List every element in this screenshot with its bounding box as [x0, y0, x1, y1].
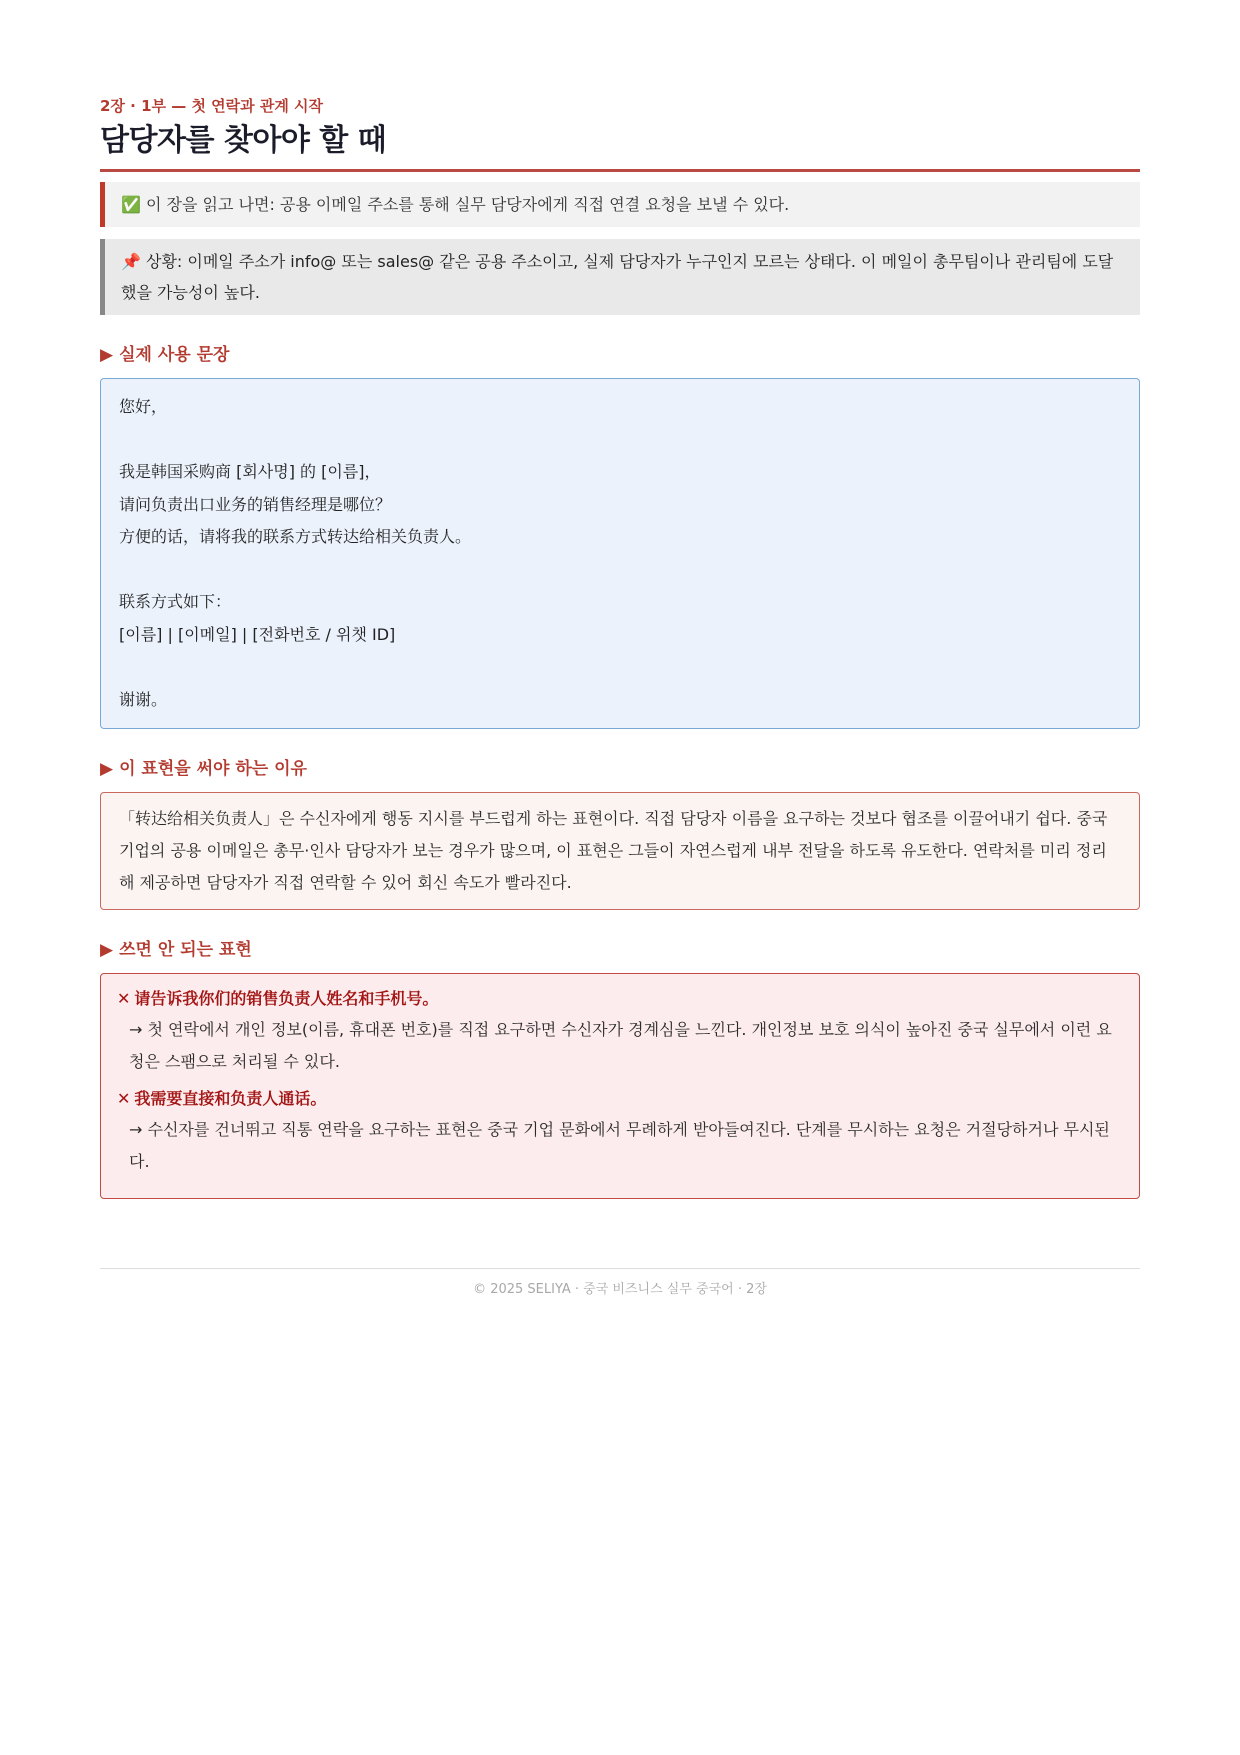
sample-line: 谢谢。 — [119, 689, 168, 709]
bad-phrase: 我需要直接和负责人通话。 — [134, 1089, 327, 1108]
bad-expression — [117, 1084, 1123, 1114]
sample-line: 方便的话，请将我的联系方式转达给相关负责人。 — [119, 527, 472, 546]
sample-line: 请问负责出口业务的销售经理是哪位？ — [119, 494, 392, 514]
sample-line: 您好， — [119, 397, 168, 416]
section-heading-text: 실제 사용 문장 — [119, 345, 230, 365]
sample-line — [119, 424, 1121, 457]
bad-explanation: → 수신자를 건너뛰고 직통 연락을 요구하는 표현은 중국 기업 문화에서 무례하게 받아들여진다. 단계를 무시하는 요청은 거절당하거나 무시된다. — [129, 1120, 1110, 1171]
goal-text: ✅ 이 장을 읽고 나면: 공용 이메일 주소를 통해 실무 담당자에게 직접 연결 요청을 보낼 수 있다. — [121, 195, 790, 214]
sample-line: [이름] | [이메일] | [전화번호 / 위챗 ID] — [119, 624, 396, 644]
situation-text: 📌 상황: 이메일 주소가 info@ 또는 sales@ 같은 공용 주소이고, 실제 담당자가 누구인지 모르는 상태다. 이 메일이 총무팀이나 관리팀에 도달했을 가능성이 높다. — [121, 252, 1114, 302]
learning-goal-callout — [100, 182, 1140, 227]
situation-callout — [100, 239, 1140, 315]
section-heading-text: 쓰면 안 되는 표현 — [119, 940, 252, 960]
reason-box — [100, 792, 1140, 910]
cross-icon: ✕ — [117, 989, 131, 1008]
triangle-icon: ▶ — [100, 759, 114, 779]
footer-divider — [100, 1268, 1140, 1269]
bad-expression — [117, 984, 1123, 1014]
section-heading-text: 이 표현을 써야 하는 이유 — [119, 759, 307, 779]
page-title: 담당자를 찾아야 할 때 — [100, 123, 387, 158]
sample-line: 联系方式如下： — [119, 592, 232, 611]
section-heading-reason — [100, 757, 1140, 781]
sample-email-box — [100, 378, 1140, 729]
sample-line: 我是韩国采购商 [회사명] 的 [이름]， — [119, 462, 381, 481]
sample-line — [119, 651, 1121, 684]
section-heading-sample — [100, 343, 1140, 367]
sample-line — [119, 554, 1121, 587]
bad-phrase: 请告诉我你们的销售负责人姓名和手机号。 — [134, 989, 439, 1008]
page-footer: © 2025 SELIYA · 중국 비즈니스 실무 중국어 · 2장 — [473, 1282, 767, 1297]
chapter-kicker: 2장 · 1부 — 첫 연락과 관계 시작 — [100, 97, 324, 115]
dont-use-box — [100, 973, 1140, 1199]
title-divider — [100, 169, 1140, 172]
page-content — [100, 95, 1140, 1199]
triangle-icon: ▶ — [100, 940, 114, 960]
triangle-icon: ▶ — [100, 345, 114, 365]
reason-text: 「转达给相关负责人」은 수신자에게 행동 지시를 부드럽게 하는 표현이다. 직접 담당자 이름을 요구하는 것보다 협조를 이끌어내기 쉽다. 중국 기업의 공용 이메일은 총무·인사 담당자가 보는 경우가 많으며, 이 표현은 그들이 자연스럽게 내부 전달을 하도록 유도한다. 연락처를 미리 정리해 제공하면 담당자가 직접 연락할 수 있어 회신 속도가 빨라진다. — [119, 809, 1108, 892]
bad-explanation: → 첫 연락에서 개인 정보(이름, 휴대폰 번호)를 직접 요구하면 수신자가 경계심을 느낀다. 개인정보 보호 의식이 높아진 중국 실무에서 이런 요청은 스팸으로 처리될 수 있다. — [129, 1020, 1112, 1071]
section-heading-dont — [100, 938, 1140, 962]
cross-icon: ✕ — [117, 1089, 131, 1108]
